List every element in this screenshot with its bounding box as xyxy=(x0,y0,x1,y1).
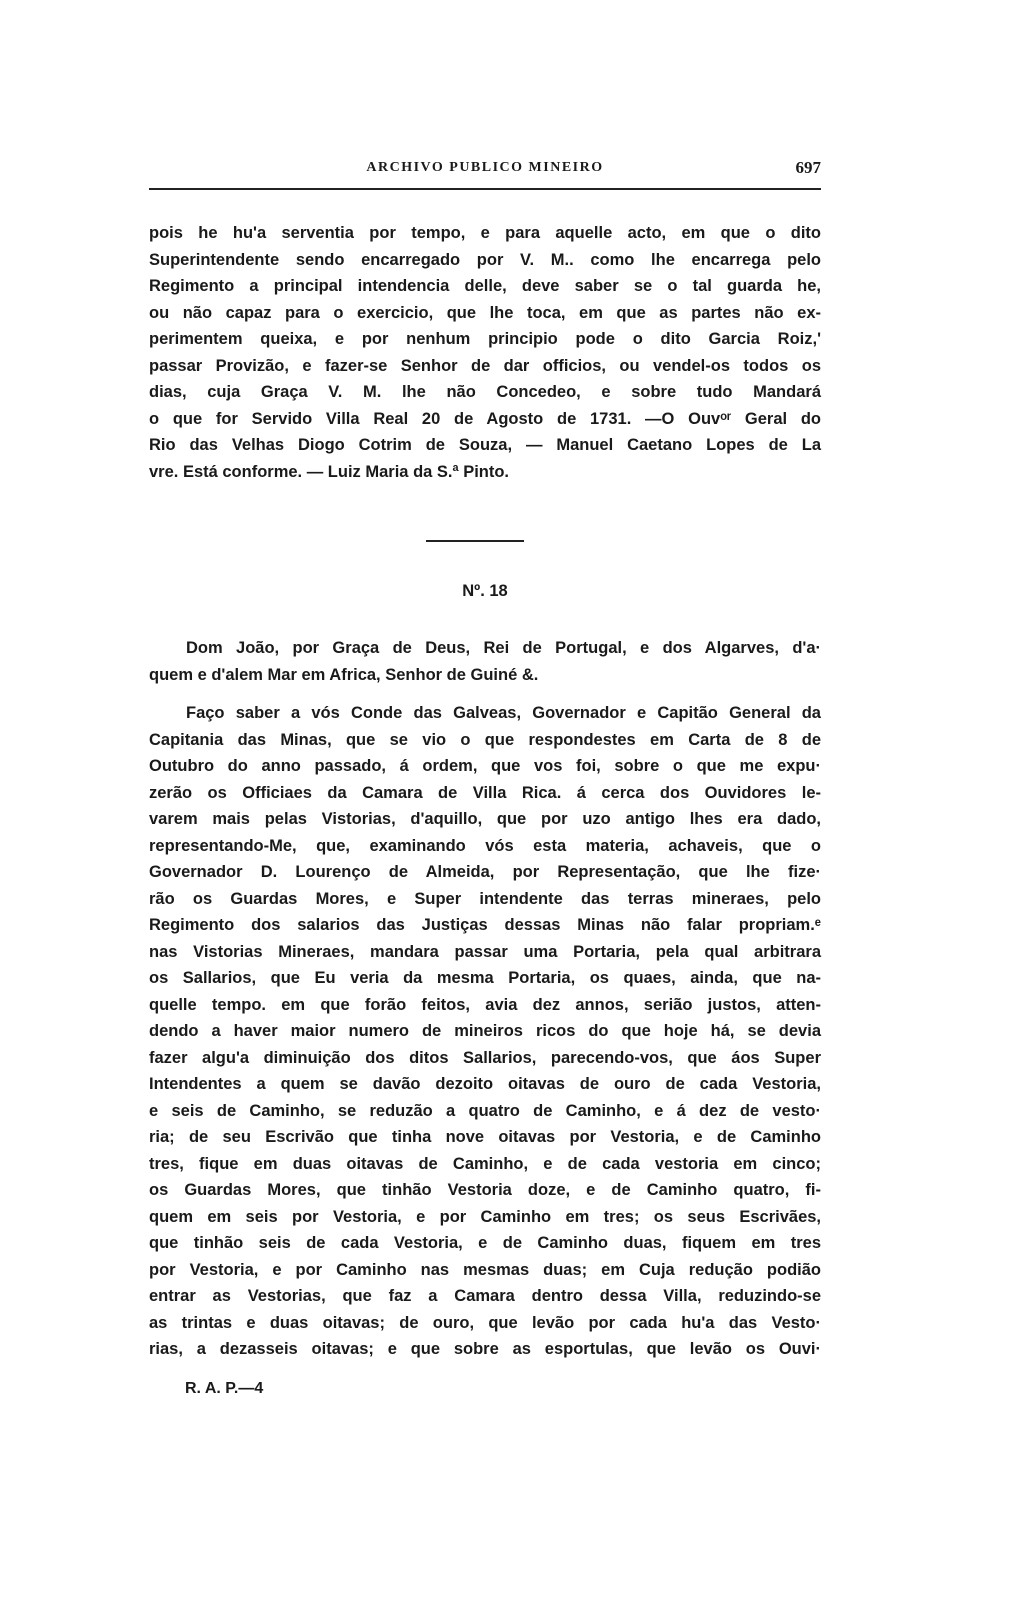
text-line: passar Provizão, e fazer-se Senhor de dar officios, ou vendel-os todos os xyxy=(149,356,821,375)
text-line: Faço saber a vós Conde das Galveas, Governador e Capitão General da xyxy=(186,704,821,722)
text-line: que tinhão seis de cada Vestoria, e de Caminho duas, fiquem em tres xyxy=(149,1234,821,1252)
document-number: Nº. 18 xyxy=(462,582,508,600)
page-header xyxy=(149,152,821,190)
text-line: dias, cuja Graça V. M. lhe não Concedeo, e sobre tudo Mandará xyxy=(149,383,821,401)
text-line: Regimento a principal intendencia delle, deve saber se o tal guarda he, xyxy=(149,277,821,295)
text-line: varem mais pelas Vistorias, d'aquillo, que por uzo antigo lhes era dado, xyxy=(149,810,821,828)
text-line: ria; de seu Escrivão que tinha nove oitavas por Vestoria, e de Caminho xyxy=(149,1128,821,1146)
continuation-paragraph xyxy=(149,220,821,485)
text-line: Governador D. Lourenço de Almeida, por Representação, que lhe fize· xyxy=(149,863,821,881)
signature-mark: R. A. P.—4 xyxy=(185,1380,264,1397)
text-line: rão os Guardas Mores, e Super intendente das terras mineraes, pelo xyxy=(149,889,821,908)
page-number: 697 xyxy=(795,158,821,177)
text-line: zerão os Officiaes da Camara de Villa Rica. á cerca dos Ouvidores le- xyxy=(149,783,821,802)
text-line: Capitania das Minas, que se vio o que respondestes em Carta de 8 de xyxy=(149,730,821,749)
text-line: nas Vistorias Mineraes, mandara passar uma Portaria, pela qual arbitrara xyxy=(149,942,821,961)
text-line: Intendentes a quem se davão dezoito oitavas de ouro de cada Vestoria, xyxy=(149,1075,821,1093)
text-line: os Sallarios, que Eu veria da mesma Portaria, os quaes, ainda, que na- xyxy=(149,969,821,987)
text-line: as trintas e duas oitavas; de ouro, que levão por cada hu'a das Vesto· xyxy=(149,1313,821,1332)
text-line: Dom João, por Graça de Deus, Rei de Portugal, e dos Algarves, d'a· xyxy=(186,639,821,657)
text-line: Regimento dos salarios das Justiças dessas Minas não falar propriam.ᵉ xyxy=(149,916,821,934)
text-line: tres, fique em duas oitavas de Caminho, e de cada vestoria em cinco; xyxy=(149,1154,821,1173)
text-line: dendo a haver maior numero de mineiros ricos do que hoje há, se devia xyxy=(149,1022,821,1040)
running-head: ARCHIVO PUBLICO MINEIRO xyxy=(366,160,604,175)
text-line: quem e d'alem Mar em Africa, Senhor de Guiné &. xyxy=(149,665,539,684)
text-line: Rio das Velhas Diogo Cotrim de Souza, — Manuel Caetano Lopes de La xyxy=(149,436,821,454)
text-line: quelle tempo. em que forão feitos, avia dez annos, serião justos, atten- xyxy=(149,995,821,1014)
text-line: quem em seis por Vestoria, e por Caminho em tres; os seus Escrivães, xyxy=(149,1207,821,1226)
text-line: vre. Está conforme. — Luiz Maria da S.ª Pinto. xyxy=(149,462,510,481)
text-line: e seis de Caminho, se reduzão a quatro de Caminho, e á dez de vesto· xyxy=(149,1101,821,1120)
text-line: pois he hu'a serventia por tempo, e para aquelle acto, em que o dito xyxy=(149,224,821,242)
section-divider xyxy=(426,540,524,542)
text-line: ou não capaz para o exercicio, que lhe toca, em que as partes não ex- xyxy=(149,303,821,322)
text-line: rias, a dezasseis oitavas; e que sobre as esportulas, que levão os Ouvi· xyxy=(149,1340,821,1358)
body-paragraph xyxy=(149,700,821,1363)
text-line: por Vestoria, e por Caminho nas mesmas duas; em Cuja redução podião xyxy=(149,1260,821,1279)
text-line: o que for Servido Villa Real 20 de Agosto de 1731. —O Ouvᵒʳ Geral do xyxy=(149,409,821,428)
text-line: fazer algu'a diminuição dos ditos Sallarios, parecendo-vos, que áos Super xyxy=(149,1048,821,1067)
text-line: entrar as Vestorias, que faz a Camara dentro dessa Villa, reduzindo-se xyxy=(149,1287,821,1305)
opening-paragraph xyxy=(149,635,821,688)
text-line: Superintendente sendo encarregado por V. M.. como lhe encarrega pelo xyxy=(149,250,821,269)
text-line: os Guardas Mores, que tinhão Vestoria doze, e de Caminho quatro, fi- xyxy=(149,1181,821,1199)
text-line: perimentem queixa, e por nenhum principio pode o dito Garcia Roiz,' xyxy=(149,330,821,348)
text-line: representando-Me, que, examinando vós esta materia, achaveis, que o xyxy=(149,836,821,855)
text-line: Outubro do anno passado, á ordem, que vos foi, sobre o que me expu· xyxy=(149,757,821,775)
